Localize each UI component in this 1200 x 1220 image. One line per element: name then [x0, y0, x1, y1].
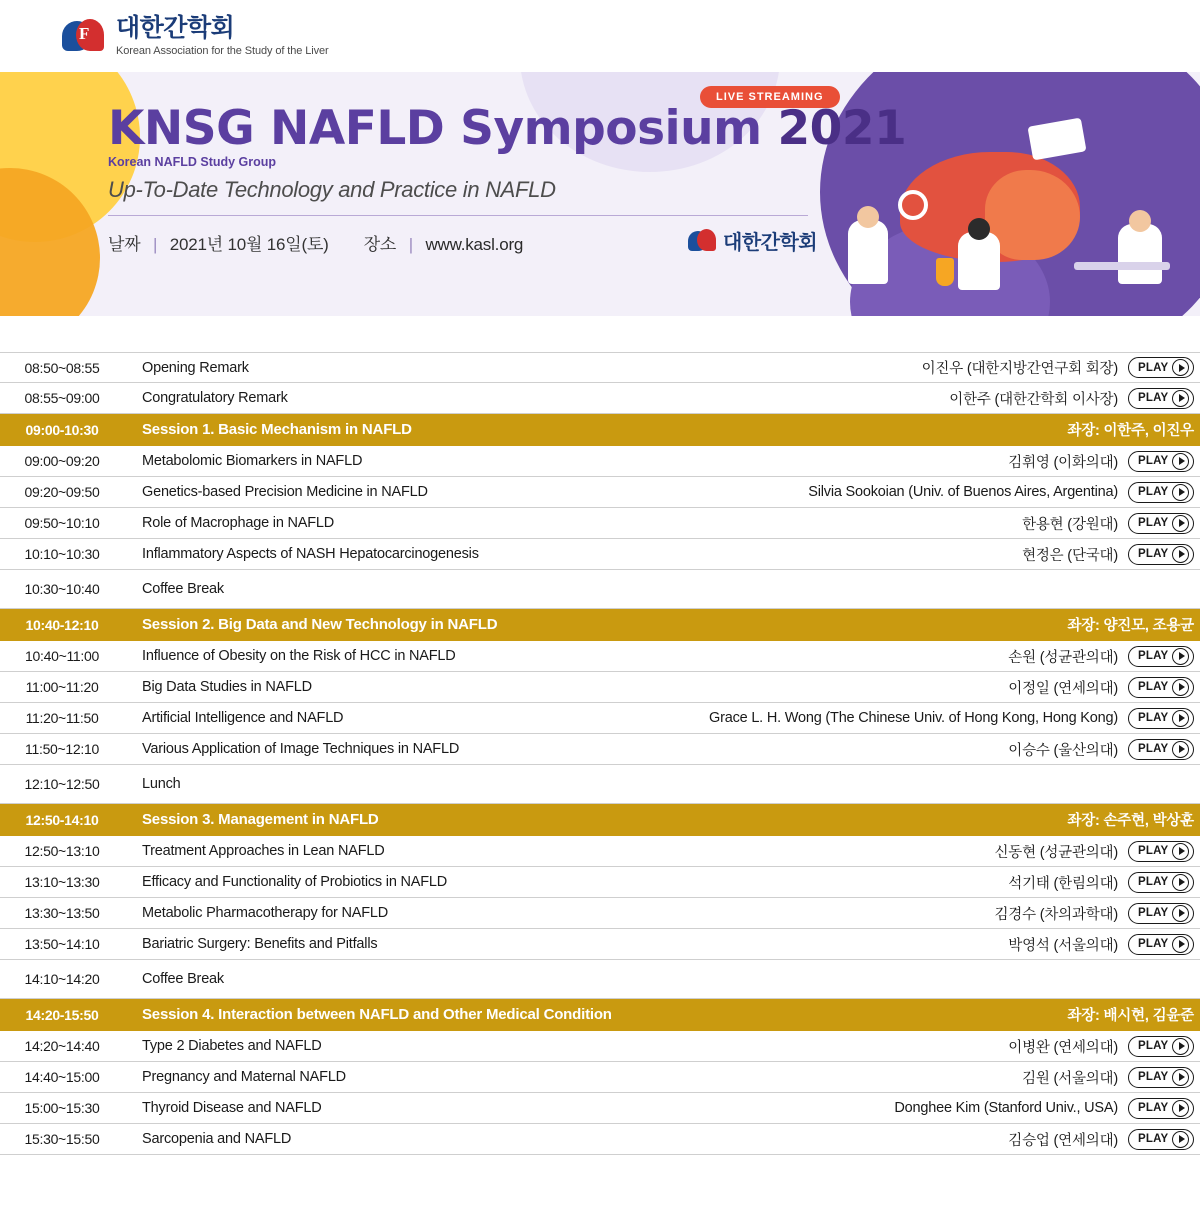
table-row: [0, 703, 1200, 734]
play-button-cell: [1128, 708, 1200, 729]
play-icon: [1172, 741, 1189, 758]
play-button-cell: [1128, 544, 1200, 565]
program-title: Lunch: [142, 776, 181, 792]
table-row: [0, 867, 1200, 898]
play-button[interactable]: [1128, 357, 1194, 378]
program-speaker: 박영석 (서울의대): [1008, 937, 1118, 954]
table-row: [0, 508, 1200, 539]
play-button-cell: [1128, 451, 1200, 472]
play-button[interactable]: [1128, 1129, 1194, 1150]
play-button-cell: [1128, 1129, 1200, 1150]
program-speaker: Silvia Sookoian (Univ. of Buenos Aires, Argentina): [808, 484, 1118, 500]
session-title: Session 1. Basic Mechanism in NAFLD: [142, 421, 412, 438]
table-row: [0, 960, 1200, 999]
program-speaker: 이진우 (대한지방간연구회 회장): [921, 361, 1118, 377]
program-speaker: 김휘영 (이화의대): [1008, 454, 1118, 471]
banner-event-info: [108, 230, 1200, 255]
session-header-row: [0, 609, 1200, 641]
program-title: Pregnancy and Maternal NAFLD: [142, 1069, 346, 1085]
play-button[interactable]: [1128, 841, 1194, 862]
table-row: [0, 929, 1200, 960]
play-button-label: PLAY: [1138, 1071, 1169, 1083]
table-row: [0, 477, 1200, 508]
play-icon: [1172, 1038, 1189, 1055]
table-row: [0, 352, 1200, 383]
play-button-label: PLAY: [1138, 1133, 1169, 1145]
session-header-row: [0, 414, 1200, 446]
banner-separator-1: |: [152, 235, 158, 255]
table-row: [0, 1093, 1200, 1124]
play-icon: [1172, 679, 1189, 696]
program-speaker: Grace L. H. Wong (The Chinese Univ. of Hong Kong, Hong Kong): [709, 710, 1118, 726]
program-time: 10:40~11:00: [25, 648, 99, 664]
session-header-row: [0, 999, 1200, 1031]
play-button-cell: [1128, 872, 1200, 893]
table-row: [0, 446, 1200, 477]
play-button-cell: [1128, 513, 1200, 534]
banner-divider: [108, 215, 808, 216]
play-button[interactable]: [1128, 482, 1194, 503]
program-time: 08:55~09:00: [24, 390, 100, 406]
play-button-cell: [1128, 482, 1200, 503]
play-button[interactable]: [1128, 1098, 1194, 1119]
flask-icon: [936, 258, 954, 286]
banner-place-url[interactable]: www.kasl.org: [425, 235, 524, 255]
play-button-label: PLAY: [1138, 681, 1169, 693]
kasl-mini-logo-icon: [688, 229, 716, 253]
play-button-label: PLAY: [1138, 712, 1169, 724]
play-button[interactable]: [1128, 544, 1194, 565]
table-row: [0, 765, 1200, 804]
play-button-cell: [1128, 934, 1200, 955]
play-button-label: PLAY: [1138, 486, 1169, 498]
play-button-cell: [1128, 357, 1200, 378]
banner-date-label: 날짜: [108, 235, 141, 255]
live-streaming-badge: LIVE STREAMING: [700, 86, 840, 108]
play-icon: [1172, 453, 1189, 470]
program-time: 12:50-14:10: [25, 811, 99, 828]
program-time: 14:10~14:20: [24, 971, 100, 987]
desk-icon: [1074, 262, 1170, 270]
program-time: 14:40~15:00: [24, 1069, 100, 1085]
banner-title: [108, 101, 1200, 156]
play-icon: [1172, 515, 1189, 532]
play-icon: [1172, 843, 1189, 860]
program-speaker: 석기태 (한림의대): [1008, 875, 1118, 892]
program-title: Artificial Intelligence and NAFLD: [142, 710, 344, 726]
program-title: Various Application of Image Techniques in NAFLD: [142, 741, 460, 757]
play-button[interactable]: [1128, 872, 1194, 893]
play-button-label: PLAY: [1138, 743, 1169, 755]
play-icon: [1172, 359, 1189, 376]
program-speaker: 김경수 (차의과학대): [994, 906, 1118, 923]
session-chairs: 좌장: 배시현, 김윤준: [1067, 1008, 1194, 1024]
program-time: 12:10~12:50: [24, 776, 100, 792]
program-speaker: 손원 (성균관의대): [1008, 649, 1118, 666]
play-button-cell: [1128, 841, 1200, 862]
play-icon: [1172, 905, 1189, 922]
program-speaker: 이승수 (울산의대): [1008, 742, 1118, 759]
site-header: [0, 0, 1200, 72]
session-chairs: 좌장: 양진모, 조용균: [1067, 618, 1194, 634]
session-header-row: [0, 804, 1200, 836]
play-button[interactable]: [1128, 677, 1194, 698]
play-button-label: PLAY: [1138, 455, 1169, 467]
play-button-label: PLAY: [1138, 650, 1169, 662]
program-speaker: 한용현 (강원대): [1022, 516, 1118, 533]
program-time: 09:00~09:20: [24, 453, 100, 469]
banner-slogan: Up-To-Date Technology and Practice in NAFLD: [108, 177, 556, 203]
banner-title-year: 2021: [777, 101, 907, 156]
program-time: 09:20~09:50: [24, 484, 100, 500]
table-row: [0, 1031, 1200, 1062]
play-button-label: PLAY: [1138, 876, 1169, 888]
program-time: 09:50~10:10: [24, 515, 100, 531]
logo-text: [116, 15, 329, 58]
play-icon: [1172, 874, 1189, 891]
play-button[interactable]: [1128, 739, 1194, 760]
play-icon: [1172, 936, 1189, 953]
program-time: 11:00~11:20: [25, 679, 99, 695]
program-speaker: 신동현 (성균관의대): [994, 844, 1118, 861]
program-speaker: 이한주 (대한간학회 이사장): [949, 391, 1118, 408]
program-time: 15:00~15:30: [24, 1100, 100, 1116]
play-icon: [1172, 1131, 1189, 1148]
program-time: 13:50~14:10: [24, 936, 100, 952]
banner-study-group: Korean NAFLD Study Group: [108, 155, 277, 170]
session-chairs: 좌장: 이한주, 이진우: [1067, 423, 1194, 439]
program-title: Genetics-based Precision Medicine in NAFLD: [142, 484, 428, 500]
program-speaker: 이병완 (연세의대): [1008, 1039, 1118, 1056]
play-button[interactable]: [1128, 708, 1194, 729]
program-time: 08:50~08:55: [24, 359, 100, 376]
program-speaker: Donghee Kim (Stanford Univ., USA): [894, 1100, 1118, 1116]
table-row: [0, 641, 1200, 672]
program-schedule-table: [0, 316, 1200, 1155]
session-chairs: 좌장: 손주현, 박상훈: [1067, 813, 1194, 829]
play-button-cell: [1128, 677, 1200, 698]
play-button-cell: [1128, 903, 1200, 924]
logo-english-name: Korean Association for the Study of the Liver: [116, 45, 329, 58]
play-button[interactable]: [1128, 1067, 1194, 1088]
banner-place-label: 장소: [363, 235, 397, 255]
program-time: 11:20~11:50: [25, 710, 99, 726]
table-row: [0, 734, 1200, 765]
table-row: [0, 1124, 1200, 1155]
program-title: Bariatric Surgery: Benefits and Pitfalls: [142, 936, 378, 952]
play-button-label: PLAY: [1138, 1102, 1169, 1114]
program-time: 13:30~13:50: [24, 905, 100, 921]
play-button[interactable]: [1128, 934, 1194, 955]
program-title: Type 2 Diabetes and NAFLD: [142, 1038, 322, 1054]
program-time: 11:50~12:10: [25, 741, 99, 757]
play-button-label: PLAY: [1138, 1040, 1169, 1052]
play-button-label: PLAY: [1138, 392, 1169, 404]
table-row: [0, 570, 1200, 609]
program-speaker: 김승업 (연세의대): [1008, 1132, 1118, 1149]
play-icon: [1172, 390, 1189, 407]
program-title: Role of Macrophage in NAFLD: [142, 515, 335, 531]
play-button[interactable]: [1128, 388, 1194, 409]
program-time: 14:20~14:40: [24, 1038, 100, 1054]
play-icon: [1172, 1100, 1189, 1117]
program-time: 12:50~13:10: [24, 843, 100, 859]
kasl-logo-icon: [62, 19, 106, 53]
program-time: 14:20-15:50: [25, 1006, 99, 1023]
program-time: 09:00-10:30: [25, 421, 99, 438]
banner-date-value: 2021년 10월 16일(토): [169, 235, 329, 255]
program-title: Congratulatory Remark: [142, 390, 288, 406]
play-button-label: PLAY: [1138, 361, 1169, 374]
program-speaker: 김원 (서울의대): [1022, 1070, 1118, 1087]
play-button-cell: [1128, 1098, 1200, 1119]
play-button[interactable]: [1128, 903, 1194, 924]
program-title: Metabolic Pharmacotherapy for NAFLD: [142, 905, 389, 921]
play-button[interactable]: [1128, 1036, 1194, 1057]
program-title: Treatment Approaches in Lean NAFLD: [142, 843, 385, 859]
session-title: Session 4. Interaction between NAFLD and Other Medical Condition: [142, 1006, 612, 1023]
play-button[interactable]: [1128, 513, 1194, 534]
table-row: [0, 383, 1200, 414]
banner-title-main: KNSG NAFLD Symposium: [108, 101, 762, 156]
table-row: [0, 539, 1200, 570]
program-time: 13:10~13:30: [24, 874, 100, 890]
play-icon: [1172, 1069, 1189, 1086]
play-button-cell: [1128, 739, 1200, 760]
logo-mark-letter: F: [79, 24, 90, 43]
play-button-label: PLAY: [1138, 907, 1169, 919]
table-row: [0, 672, 1200, 703]
program-title: Inflammatory Aspects of NASH Hepatocarcinogenesis: [142, 546, 479, 562]
program-title: Coffee Break: [142, 971, 224, 987]
program-title: Influence of Obesity on the Risk of HCC in NAFLD: [142, 648, 456, 664]
play-button-cell: [1128, 1067, 1200, 1088]
session-title: Session 3. Management in NAFLD: [142, 811, 379, 828]
event-banner: [0, 72, 1200, 316]
play-button-label: PLAY: [1138, 845, 1169, 857]
play-button-cell: [1128, 1036, 1200, 1057]
banner-separator-2: |: [408, 235, 413, 255]
table-row: [0, 1062, 1200, 1093]
program-time: 10:10~10:30: [24, 546, 100, 562]
logo-korean-name: 대한간학회: [116, 13, 235, 42]
play-button-label: PLAY: [1138, 548, 1169, 560]
program-speaker: 이정일 (연세의대): [1008, 680, 1118, 697]
program-speaker: 현정은 (단국대): [1022, 547, 1118, 564]
program-time: 15:30~15:50: [24, 1131, 100, 1147]
table-row: [0, 898, 1200, 929]
play-icon: [1172, 710, 1189, 727]
program-title: Coffee Break: [142, 581, 224, 597]
play-button-cell: [1128, 388, 1200, 409]
play-button[interactable]: [1128, 646, 1194, 667]
play-button-label: PLAY: [1138, 938, 1169, 950]
banner-kasl-name: 대한간학회: [723, 232, 818, 254]
play-button-cell: [1128, 646, 1200, 667]
play-icon: [1172, 484, 1189, 501]
program-title: Thyroid Disease and NAFLD: [142, 1100, 322, 1116]
table-row: [0, 836, 1200, 867]
session-title: Session 2. Big Data and New Technology in NAFLD: [142, 616, 498, 633]
program-title: Metabolomic Biomarkers in NAFLD: [142, 453, 363, 469]
play-icon: [1172, 546, 1189, 563]
play-button-label: PLAY: [1138, 517, 1169, 529]
program-title: Big Data Studies in NAFLD: [142, 679, 312, 695]
program-time: 10:30~10:40: [24, 581, 100, 597]
program-title: Sarcopenia and NAFLD: [142, 1131, 292, 1147]
program-time: 10:40-12:10: [25, 616, 99, 633]
program-title: Efficacy and Functionality of Probiotics in NAFLD: [142, 874, 448, 890]
play-button[interactable]: [1128, 451, 1194, 472]
banner-kasl-logo: [688, 226, 817, 255]
play-icon: [1172, 648, 1189, 665]
program-title: Opening Remark: [142, 359, 249, 376]
